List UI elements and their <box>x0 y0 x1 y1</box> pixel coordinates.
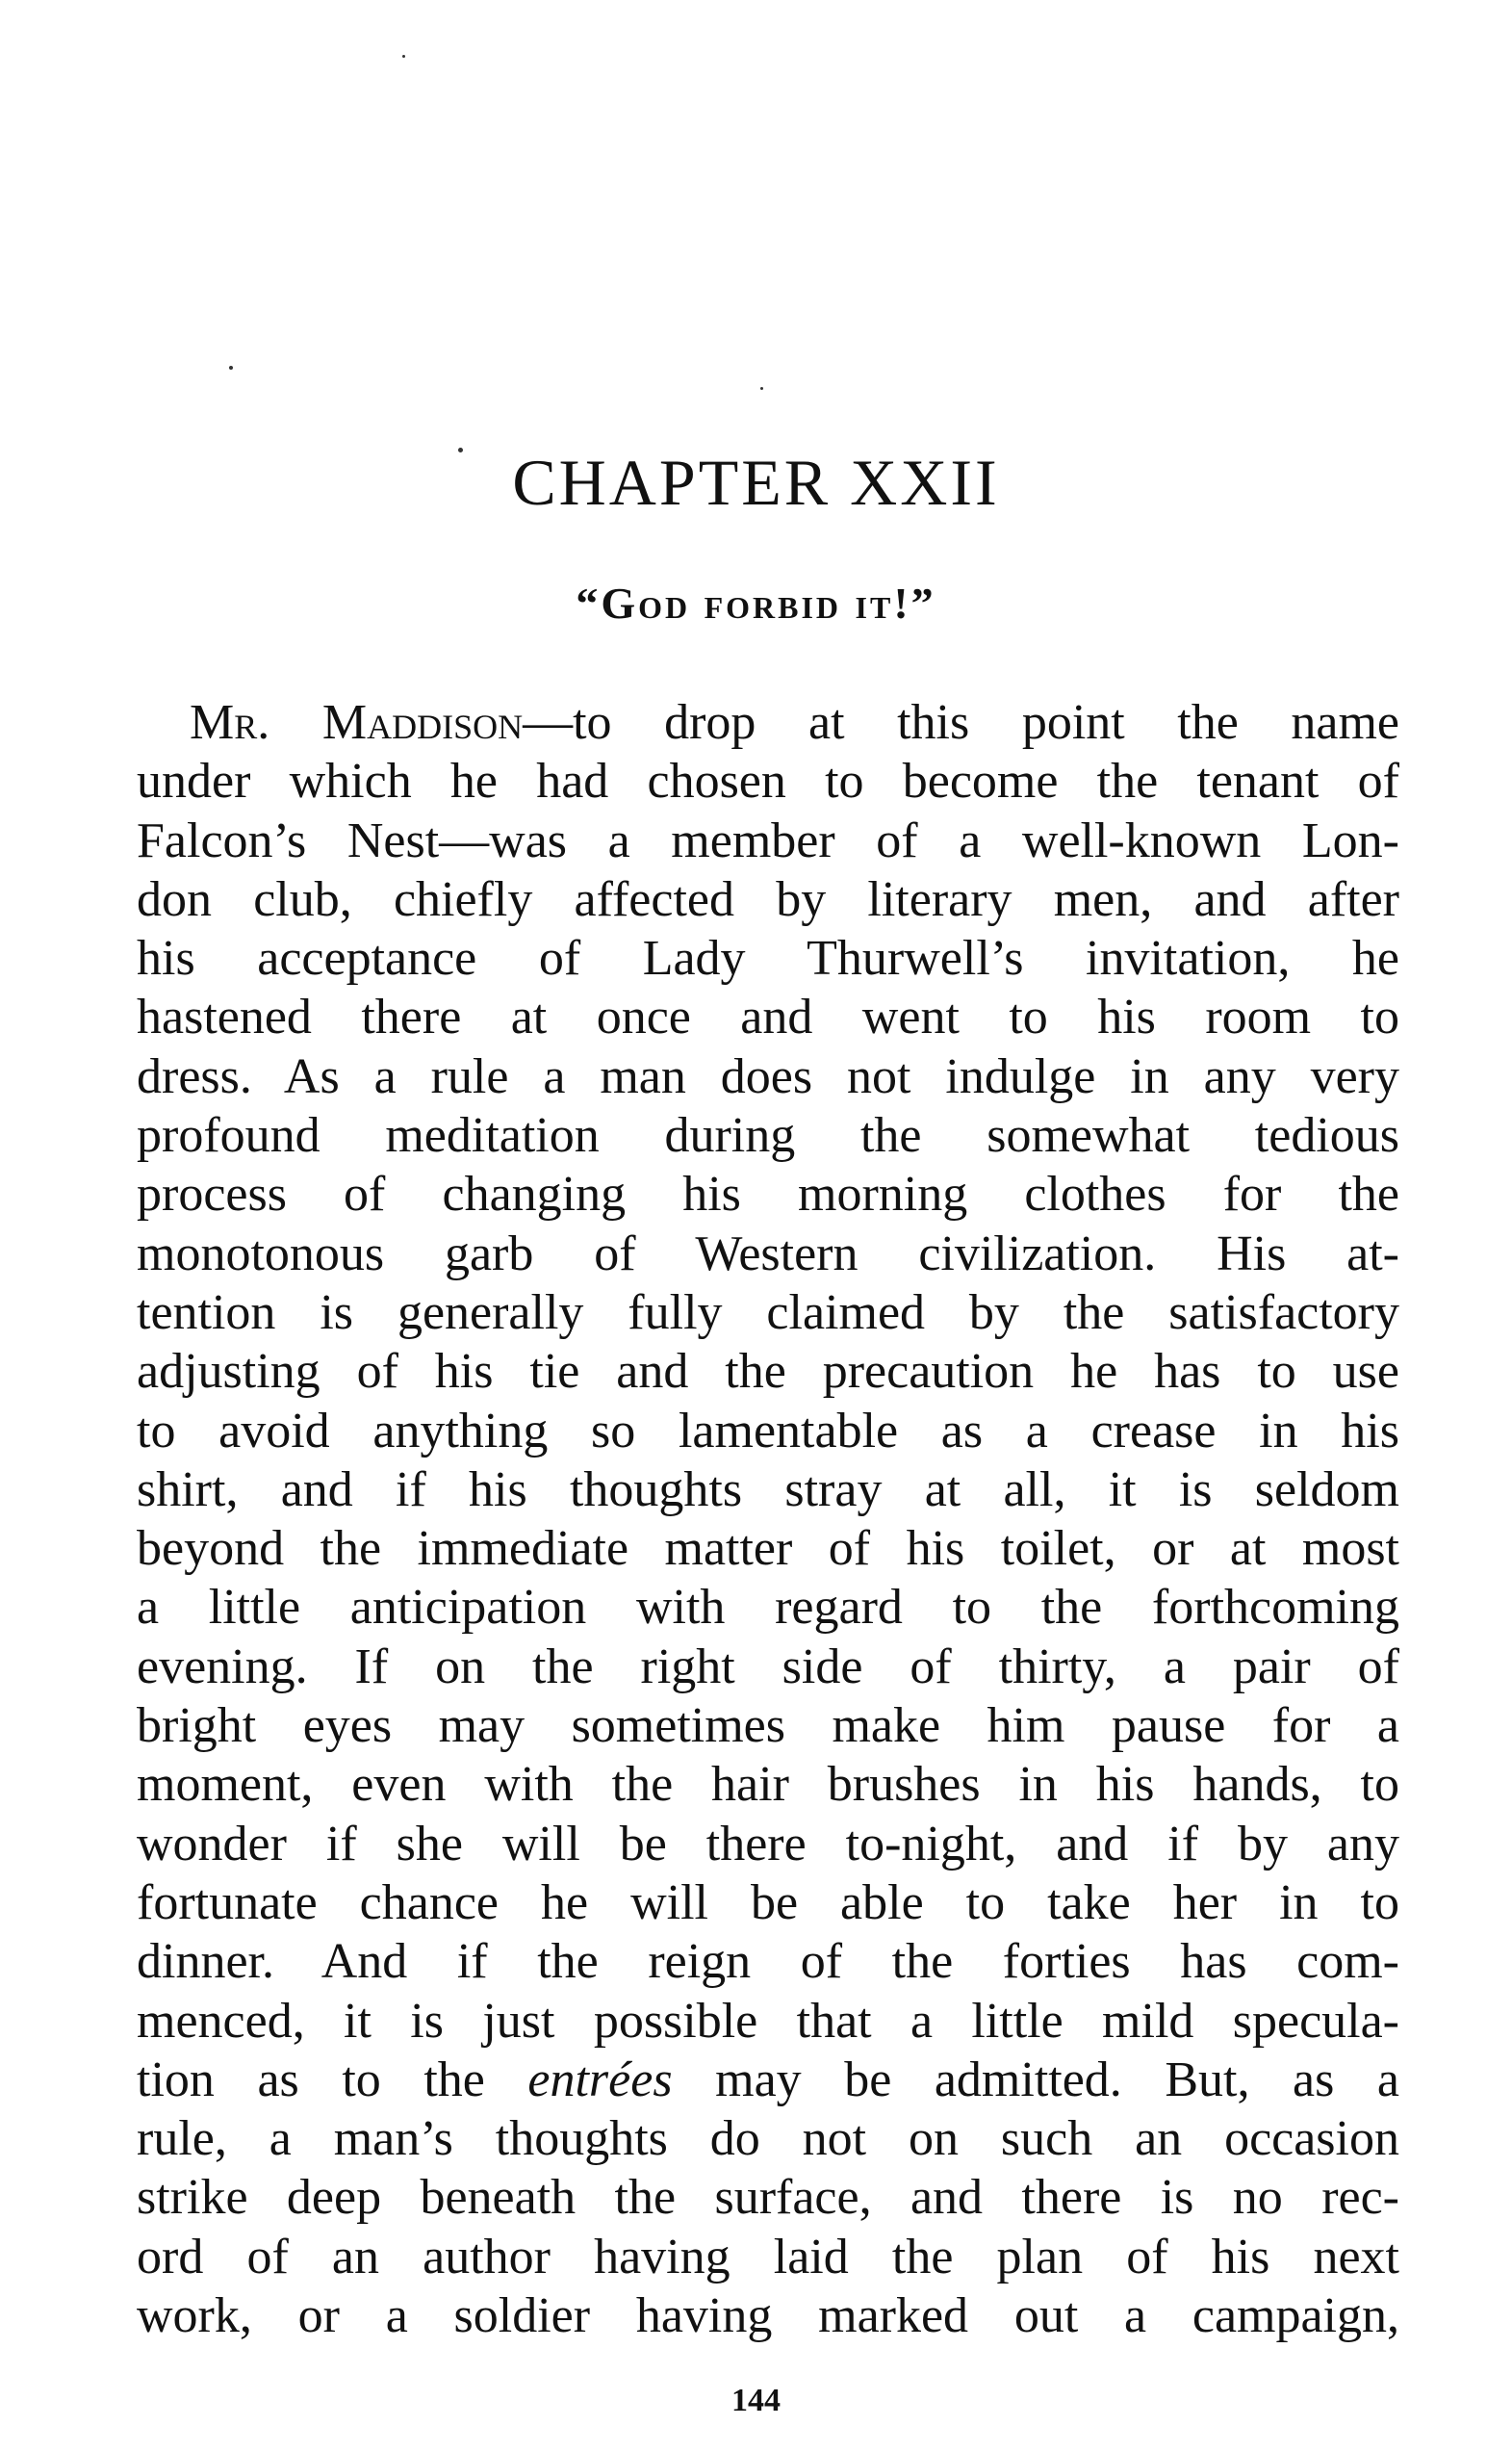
text-line: work, or a soldier having marked out a campaign, <box>137 2288 1399 2344</box>
lead-name-small-caps: addison <box>367 695 524 750</box>
text-line: his acceptance of Lady Thurwell’s invitation, he <box>137 931 1399 987</box>
lead-small-caps: r. <box>234 695 270 750</box>
paper-speck <box>402 55 405 58</box>
text-line: moment, even with the hair brushes in his hands, to <box>137 1757 1399 1813</box>
entrees-italic-word: entrées <box>527 2052 673 2107</box>
chapter-body-paragraph <box>137 693 1399 2345</box>
text-line: hastened there at once and went to his room to <box>137 990 1399 1045</box>
text-line: under which he had chosen to become the tenant of <box>137 754 1399 810</box>
text-line: to avoid anything so lamentable as a crease in his <box>137 1403 1399 1458</box>
text-line: dinner. And if the reign of the forties has com- <box>137 1934 1399 1990</box>
text-line: monotonous garb of Western civilization. His at- <box>137 1226 1399 1281</box>
paper-speck <box>229 366 233 370</box>
text-line: rule, a man’s thoughts do not on such an occasion <box>137 2111 1399 2167</box>
chapter-subtitle: “God forbid it!” <box>576 579 936 628</box>
text-line: strike deep beneath the surface, and there is no rec- <box>137 2170 1399 2226</box>
lead-name-initial: M <box>321 695 368 750</box>
text-line <box>137 2051 1399 2109</box>
text-line: ord of an author having laid the plan of his next <box>137 2229 1399 2284</box>
first-line-text: —to drop at this point the name <box>523 695 1400 750</box>
entrees-line-end: may be admitted. But, as a <box>672 2052 1399 2107</box>
text-line: profound meditation during the somewhat tedious <box>137 1108 1399 1164</box>
lead-name <box>322 695 523 750</box>
lead-initial: M <box>190 695 235 750</box>
text-line: dress. As a rule a man does not indulge in any very <box>137 1048 1399 1104</box>
paper-speck <box>760 387 763 390</box>
chapter-heading: CHAPTER XXII <box>512 446 1000 519</box>
text-line: evening. If on the right side of thirty, a pair of <box>137 1639 1399 1694</box>
lead-word <box>190 695 269 750</box>
text-line: don club, chiefly affected by literary men, and after <box>137 871 1399 927</box>
text-line: menced, it is just possible that a little mild specula- <box>137 1993 1399 2049</box>
text-line: wonder if she will be there to-night, and if by any <box>137 1816 1399 1871</box>
text-line: fortunate chance he will be able to take her in to <box>137 1874 1399 1930</box>
text-line: a little anticipation with regard to the forthcoming <box>137 1580 1399 1636</box>
text-line: tention is generally fully claimed by the satisfactory <box>137 1284 1399 1340</box>
text-line: Falcon’s Nest—was a member of a well-known Lon- <box>137 813 1399 868</box>
page-number: 144 <box>731 2383 781 2418</box>
text-line: shirt, and if his thoughts stray at all, it is seldom <box>137 1461 1399 1517</box>
text-line <box>137 693 1399 752</box>
text-line: bright eyes may sometimes make him pause for a <box>137 1698 1399 1754</box>
text-line: adjusting of his tie and the precaution he has to use <box>137 1344 1399 1400</box>
entrees-line-start: tion as to the <box>137 2052 528 2107</box>
text-line: process of changing his morning clothes for the <box>137 1167 1399 1223</box>
text-line: beyond the immediate matter of his toilet, or at most <box>137 1521 1399 1577</box>
